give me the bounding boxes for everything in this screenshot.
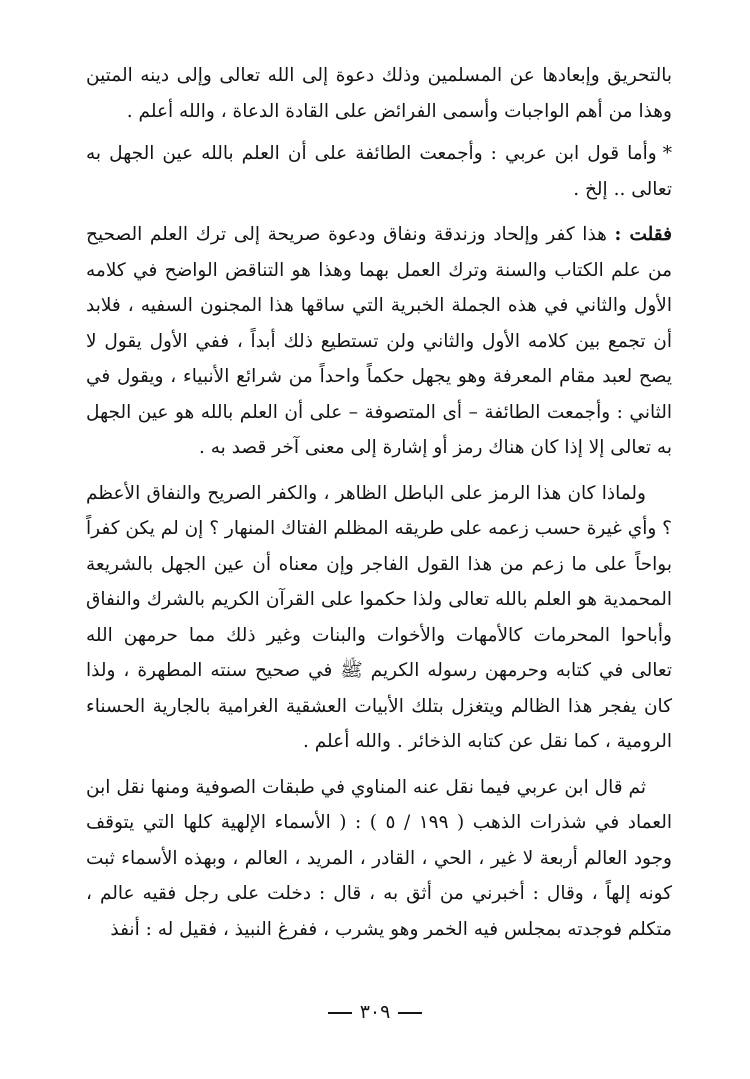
- page-number-dash-right: [328, 1012, 352, 1014]
- star-bullet: *: [662, 143, 672, 164]
- page-number-dash-left: [398, 1012, 422, 1014]
- paragraph-4: ولماذا كان هذا الرمز على الباطل الظاهر ، والكفر الصريح والنفاق الأعظم ؟ وأي غيرة حسب زعمه على طريقه المظلم الفتاك المنهار ؟ إن لم يكن كفراً بواحاً على ما زعم من هذا القول الفاجر وإن معناه أن عين الجهل بالشريعة المحمدية هو العلم بالله تعالى ولذا حكموا على القرآن الكريم بالشرك والنفاق وأباحوا المحرمات كالأمهات والأخوات والبنات وغير ذلك مما حرمهن الله تعالى في كتابه وحرمهن رسوله الكريم ﷺ في صحيح سنته المطهرة ، ولذا كان يفجر هذا الظالم ويتغزل بتلك الأبيات العشقية الغرامية بالجارية الحسناء الرومية ، كما نقل عن كتابه الذخائر . والله أعلم .: [86, 482, 672, 752]
- page-number-value: ٣٠٩: [359, 1001, 391, 1023]
- paragraph-3-lead: فقلت :: [614, 224, 672, 245]
- paragraph-2-text: وأما قول ابن عربي : وأجمعت الطائفة على أن العلم بالله عين الجهل به تعالى .. إلخ .: [86, 143, 672, 200]
- paragraph-3-text: هذا كفر وإلحاد وزندقة ونفاق ودعوة صريحة إلى ترك العلم الصحيح من علم الكتاب والسنة وترك العمل بهما وهذا هو التناقض الواضح في كلامه الأول والثاني في هذه الجملة الخبرية التي ساقها هذا المجنون السفيه ، فلابد أن تجمع بين كلامه الأول والثاني ولن تستطيع ذلك أبداً ، ففي الأول يقول لا يصح لعبد مقام المعرفة وهو يجهل حكماً واحداً من شرائع الأنبياء ، ويقول في الثاني : وأجمعت الطائفة – أى المتصوفة – على أن العلم بالله هو عين الجهل به تعالى إلا إذا كان هناك رمز أو إشارة إلى معنى آخر قصد به .: [86, 224, 672, 458]
- paragraph-2: [86, 136, 672, 207]
- paragraph-5: ثم قال ابن عربي فيما نقل عنه المناوي في طبقات الصوفية ومنها نقل ابن العماد في شذرات الذهب ( ١٩٩ / ٥ ) : ( الأسماء الإلهية كلها التي يتوقف وجود العالم أربعة لا غير ، الحي ، القادر ، المريد ، العالم ، وبهذه الأسماء ثبت كونه إلهاً ، وقال : أخبرني من أثق به ، قال : دخلت على رجل فقيه عالم ، متكلم فوجدته بمجلس فيه الخمر وهو يشرب ، ففرغ النبيذ ، فقيل له : أنفذ: [86, 776, 672, 940]
- paragraph-3: [86, 217, 672, 466]
- paragraph-1: بالتحريق وإبعادها عن المسلمين وذلك دعوة إلى الله تعالى وإلى دينه المتين وهذا من أهم الواجبات وأسمى الفرائض على القادة الدعاة ، والله أعلم .: [86, 65, 672, 122]
- page-number: [0, 1001, 750, 1023]
